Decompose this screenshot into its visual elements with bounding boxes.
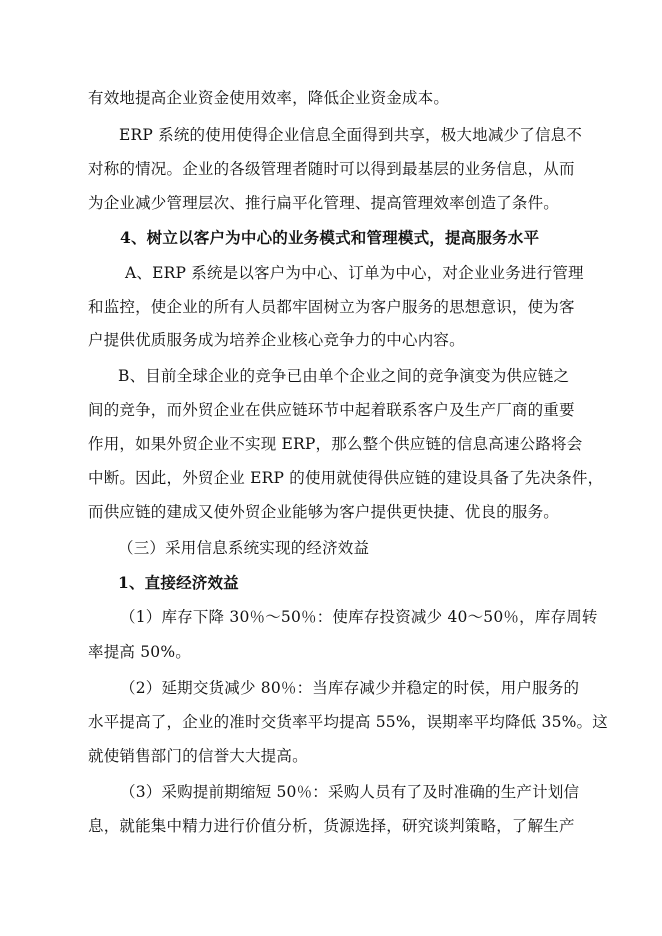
text-line: 户提供优质服务成为培养企业核心竞争力的中心内容。	[88, 331, 465, 349]
text-line: 率提高 50%。	[88, 643, 191, 661]
text-line: 中断。因此，外贸企业 ERP 的使用就使得供应链的建设具备了先决条件，	[88, 469, 604, 487]
text-line: 有效地提高企业资金使用效率，降低企业资金成本。	[88, 89, 450, 107]
section-heading: 1、直接经济效益	[118, 573, 239, 592]
text-line: 息，就能集中精力进行价值分析，货源选择，研究谈判策略，了解生产	[88, 817, 575, 835]
subsection-heading: （三）采用信息系统实现的经济效益	[118, 539, 370, 557]
text-line: 为企业减少管理层次、推行扁平化管理、提高管理效率创造了条件。	[88, 194, 560, 212]
paragraph-start: ERP 系统的使用使得企业信息全面得到共享，极大地减少了信息不	[119, 126, 583, 144]
text-line: 就使销售部门的信誉大大提高。	[88, 747, 308, 765]
text-line: 和监控，使企业的所有人员都牢固树立为客户服务的思想意识，使为客	[88, 298, 575, 316]
section-heading: 4、树立以客户为中心的业务模式和管理模式，提高服务水平	[120, 228, 540, 247]
text-line: 水平提高了，企业的准时交货率平均提高 55%，误期率平均降低 35%。这	[88, 713, 608, 731]
text-line: 作用，如果外贸企业不实现 ERP，那么整个供应链的信息高速公路将会	[88, 435, 583, 453]
paragraph-start: B、目前全球企业的竞争已由单个企业之间的竞争演变为供应链之	[118, 367, 570, 385]
text-line: 而供应链的建成又使外贸企业能够为客户提供更快捷、优良的服务。	[88, 503, 560, 521]
text-line: 对称的情况。企业的各级管理者随时可以得到最基层的业务信息，从而	[88, 160, 575, 178]
paragraph-start: （3）采购提前期缩短 50％：采购人员有了及时准确的生产计划信	[120, 783, 580, 801]
paragraph-start: （2）延期交货减少 80％：当库存减少并稳定的时侯，用户服务的	[120, 679, 580, 697]
text-line: 间的竞争，而外贸企业在供应链环节中起着联系客户及生产厂商的重要	[88, 401, 575, 419]
paragraph-start: A、ERP 系统是以客户为中心、订单为中心，对企业业务进行管理	[125, 264, 584, 282]
paragraph-start: （1）库存下降 30％～50％：使库存投资减少 40～50％，库存周转	[120, 608, 598, 626]
